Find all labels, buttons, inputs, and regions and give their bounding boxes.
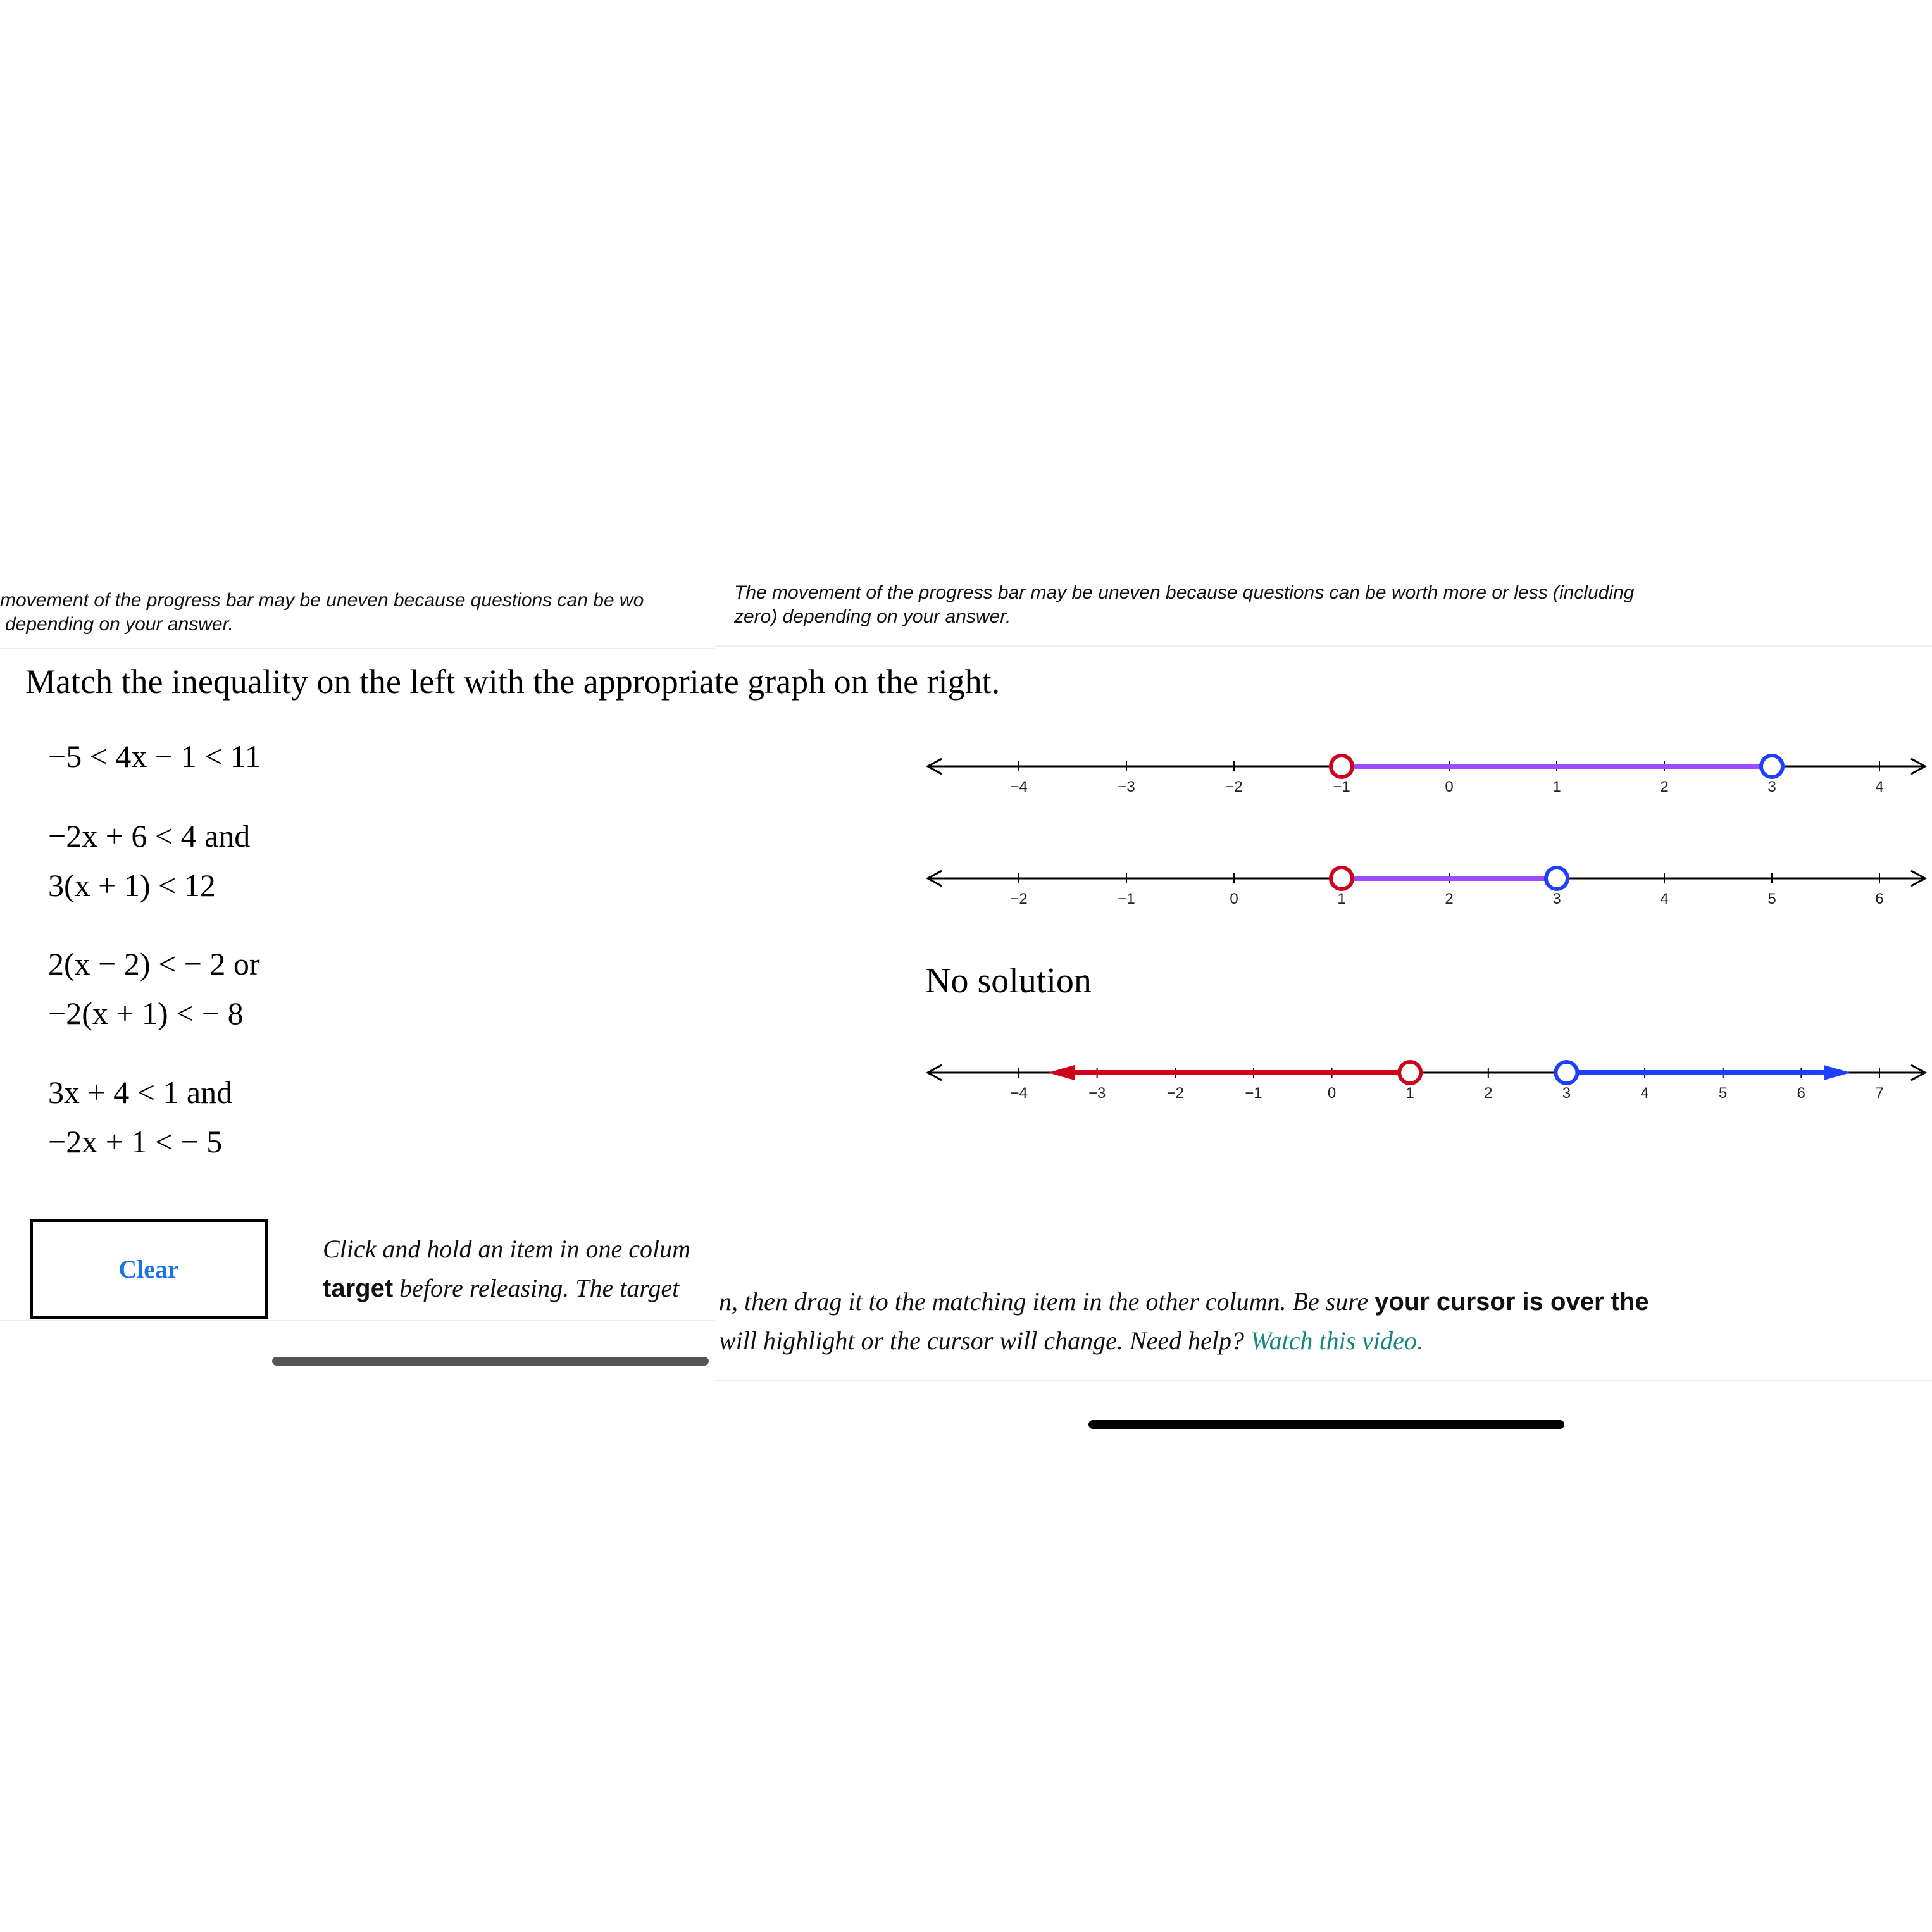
inequality-item-2[interactable] xyxy=(48,811,250,910)
question-prompt-part1: Match the inequality on the left with the appropria xyxy=(25,663,714,701)
inequality-4-line1: 3x + 4 < 1 and xyxy=(48,1075,233,1110)
axis-tick-label: 1 xyxy=(1405,1085,1414,1102)
inequality-3-line2: −2(x + 1) < − 8 xyxy=(48,995,244,1031)
axis-tick-label: 1 xyxy=(1552,778,1561,795)
progress-note-left-line2: depending on your answer. xyxy=(5,614,234,635)
axis-tick-label: −2 xyxy=(1166,1085,1184,1102)
instructions-divider-left xyxy=(0,1320,715,1321)
watch-video-link[interactable]: Watch this video. xyxy=(1250,1326,1423,1355)
axis-tick-label: 4 xyxy=(1660,890,1669,907)
open-circle-left-icon xyxy=(1399,1062,1421,1083)
instructions-cursor-bold: your cursor is over the xyxy=(1374,1288,1649,1316)
inequality-item-3[interactable] xyxy=(48,939,260,1038)
axis-tick-label: 2 xyxy=(1484,1085,1493,1102)
inequality-2-line1: −2x + 6 < 4 and xyxy=(48,818,251,854)
open-circle-left-icon xyxy=(1331,868,1352,889)
inequality-2-line2: 3(x + 1) < 12 xyxy=(48,868,216,903)
open-circle-left-icon xyxy=(1331,756,1352,777)
instructions-right-line2 xyxy=(719,1321,1932,1361)
axis-tick-label: 1 xyxy=(1337,890,1346,907)
axis-tick-label: −4 xyxy=(1010,1085,1028,1102)
inequality-3-line1: 2(x − 2) < − 2 or xyxy=(48,946,260,982)
banner-divider-left xyxy=(0,648,715,649)
inequality-1-line1: −5 < 4x − 1 < 11 xyxy=(48,739,261,774)
progress-note-right-line1: The movement of the progress bar may be uneven because questions can be worth more or less (including xyxy=(734,582,1635,603)
banner-divider-right xyxy=(715,645,1932,647)
graph-item-3-no-solution[interactable]: No solution xyxy=(925,961,1092,1000)
axis-tick-label: 5 xyxy=(1767,890,1776,907)
ray-arrow-right-icon xyxy=(1824,1065,1850,1080)
axis-tick-label: −1 xyxy=(1118,890,1135,907)
axis-tick-label: −3 xyxy=(1118,778,1135,795)
instructions-left xyxy=(323,1230,719,1308)
graph-item-4[interactable] xyxy=(924,1053,1930,1110)
axis-tick-label: 0 xyxy=(1327,1085,1337,1102)
axis-tick-label: −3 xyxy=(1088,1085,1106,1102)
axis-tick-label: 7 xyxy=(1875,1085,1884,1102)
axis-tick-label: 5 xyxy=(1719,1085,1728,1102)
instructions-right xyxy=(719,1282,1932,1361)
axis-tick-label: 4 xyxy=(1640,1085,1649,1102)
progress-note-left-line1: movement of the progress bar may be uneven because questions can be wo xyxy=(0,590,644,611)
instructions-divider-right xyxy=(715,1380,1932,1381)
instructions-right-line2-text: will highlight or the cursor will change. Need help? xyxy=(719,1326,1250,1355)
instructions-left-line2-rest: before releasing. The target xyxy=(393,1274,680,1302)
progress-note-right-line2: zero) depending on your answer. xyxy=(734,606,1011,627)
progress-note-left xyxy=(0,589,715,637)
inequality-item-4[interactable] xyxy=(48,1068,232,1166)
axis-tick-label: 3 xyxy=(1562,1085,1571,1102)
clear-button[interactable]: Clear xyxy=(30,1219,268,1319)
axis-tick-label: 0 xyxy=(1445,778,1454,795)
instructions-right-line1 xyxy=(719,1282,1932,1321)
axis-tick-label: 6 xyxy=(1797,1085,1806,1102)
axis-tick-label: −4 xyxy=(1010,778,1028,795)
axis-tick-label: 2 xyxy=(1660,778,1669,795)
axis-tick-label: 0 xyxy=(1230,890,1238,907)
open-circle-right-icon xyxy=(1555,1062,1577,1083)
open-circle-right-icon xyxy=(1761,756,1783,777)
axis-tick-label: 2 xyxy=(1445,890,1454,907)
axis-tick-label: 3 xyxy=(1552,890,1561,907)
question-prompt-part2: te graph on the right. xyxy=(714,663,1000,701)
instructions-left-line1: Click and hold an item in one colum xyxy=(323,1235,691,1263)
open-circle-right-icon xyxy=(1546,868,1567,889)
inequality-item-1[interactable] xyxy=(48,732,261,781)
ray-arrow-left-icon xyxy=(1048,1065,1075,1080)
axis-tick-label: −1 xyxy=(1245,1085,1262,1102)
graph-item-1[interactable] xyxy=(924,747,1930,804)
instructions-target-bold: target xyxy=(323,1274,394,1302)
axis-tick-label: −2 xyxy=(1225,778,1243,795)
axis-tick-label: 3 xyxy=(1767,778,1776,795)
horizontal-scrollbar-left[interactable] xyxy=(272,1357,709,1366)
axis-tick-label: −1 xyxy=(1333,778,1350,795)
axis-tick-label: 4 xyxy=(1875,778,1884,795)
instructions-right-line1-text: n, then drag it to the matching item in the other column. Be sure xyxy=(719,1287,1375,1316)
axis-tick-label: −2 xyxy=(1010,890,1028,907)
inequality-4-line2: −2x + 1 < − 5 xyxy=(48,1124,223,1159)
progress-note-right xyxy=(734,581,1932,629)
axis-tick-label: 6 xyxy=(1875,890,1884,907)
graph-item-2[interactable] xyxy=(924,859,1930,916)
instructions-left-line2 xyxy=(323,1269,719,1308)
question-prompt xyxy=(25,662,1000,701)
horizontal-scrollbar-right[interactable] xyxy=(1088,1420,1564,1429)
